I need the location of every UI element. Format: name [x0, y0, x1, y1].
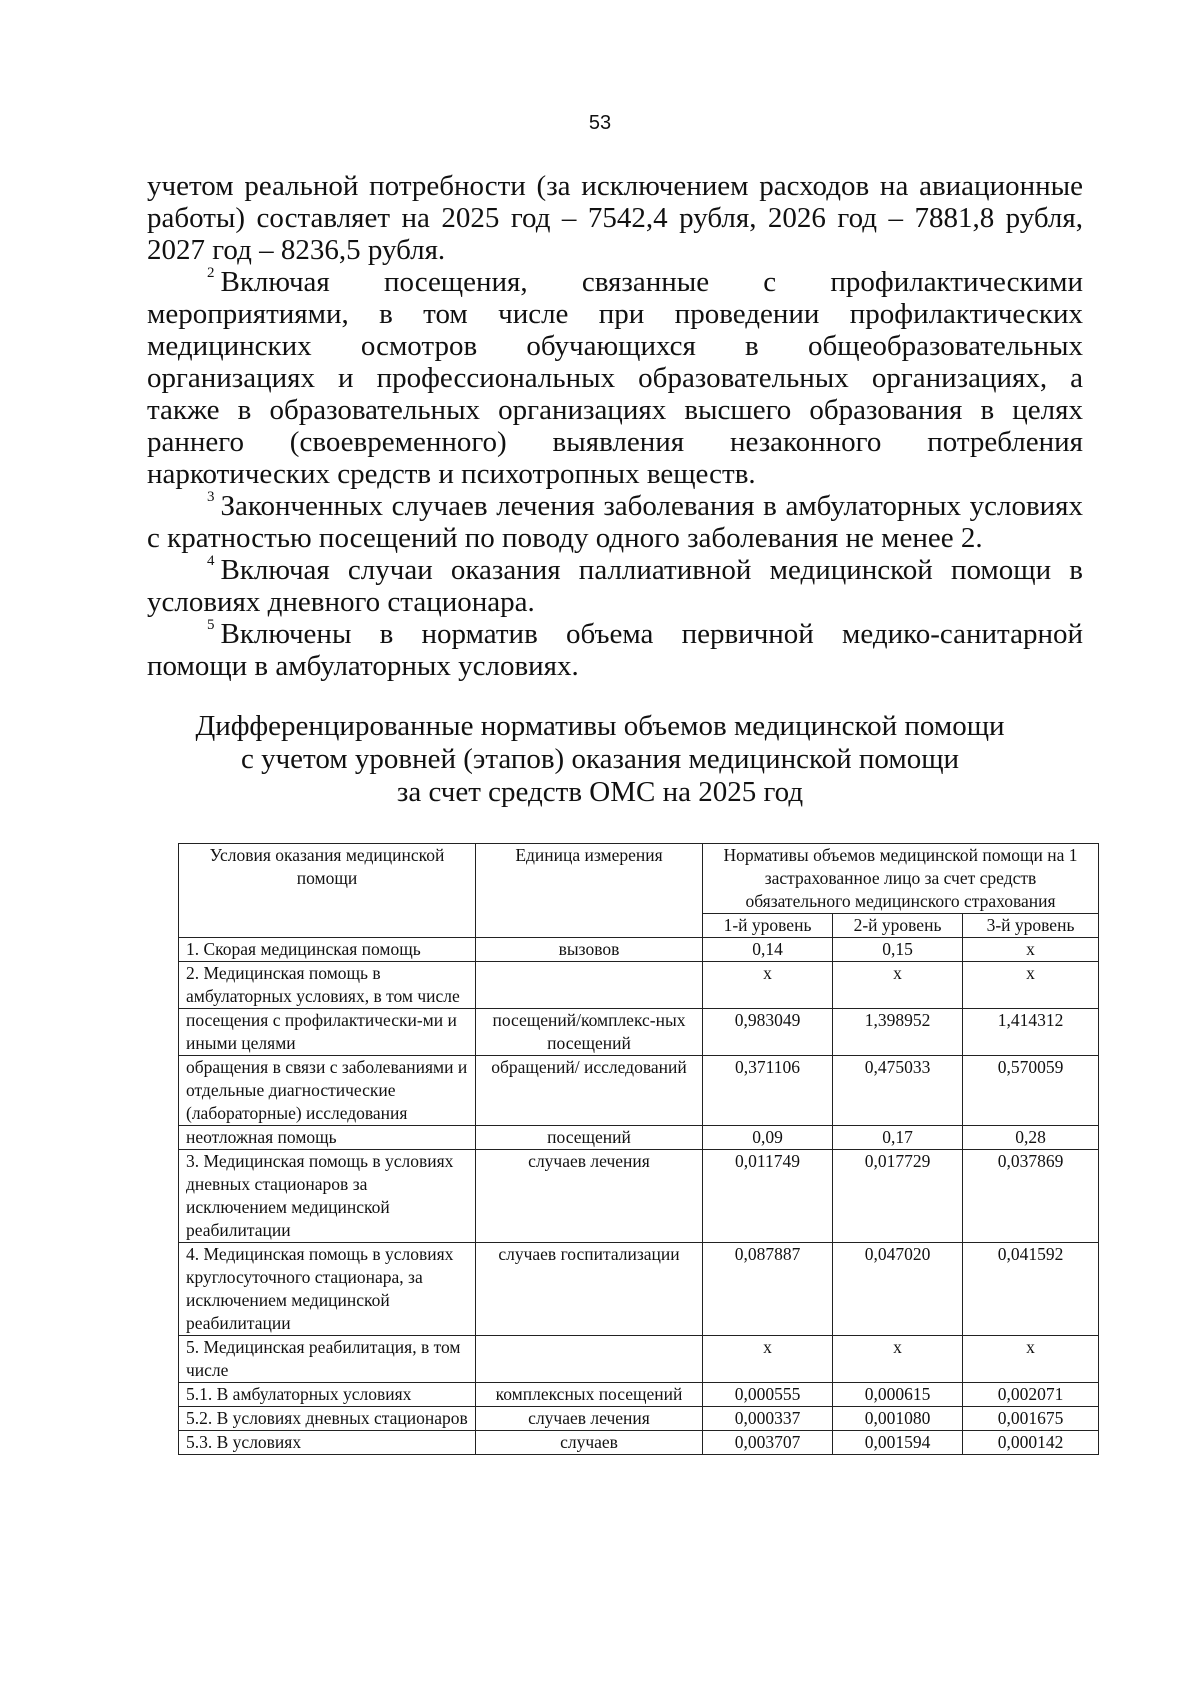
cell-unit [476, 1336, 703, 1383]
header-conditions: Условия оказания медицинской помощи [179, 844, 476, 938]
cell-level-1: 0,371106 [703, 1056, 833, 1126]
footnote-text: Включая случаи оказания паллиативной медицинской помощи в условиях дневного стационара. [147, 554, 1083, 618]
cell-level-2: х [833, 1336, 963, 1383]
intro-paragraph: учетом реальной потребности (за исключением расходов на авиационные работы) составляет на 2025 год – 7542,4 рубля, 2026 год – 7881,8 рубля, 2027 год – 8236,5 рубля. [147, 170, 1083, 266]
cell-level-2: 0,001080 [833, 1407, 963, 1431]
cell-level-2: 1,398952 [833, 1009, 963, 1056]
cell-level-2: 0,017729 [833, 1150, 963, 1243]
cell-condition: 4. Медицинская помощь в условиях круглосуточного стационара, за исключением медицинской реабилитации [179, 1243, 476, 1336]
cell-level-2: х [833, 962, 963, 1009]
cell-condition: обращения в связи с заболеваниями и отдельные диагностические (лабораторные) исследования [179, 1056, 476, 1126]
cell-unit: случаев [476, 1431, 703, 1455]
table-row [179, 1126, 1099, 1150]
footnote-3 [147, 490, 1083, 554]
cell-level-1: 0,087887 [703, 1243, 833, 1336]
cell-level-2: 0,000615 [833, 1383, 963, 1407]
header-unit: Единица измерения [476, 844, 703, 938]
cell-level-3: 0,041592 [963, 1243, 1099, 1336]
footnote-text: Включены в норматив объема первичной медико-санитарной помощи в амбулаторных условиях. [147, 618, 1083, 682]
cell-level-1: х [703, 962, 833, 1009]
body-text [147, 170, 1083, 682]
table-row [179, 1009, 1099, 1056]
table-row [179, 1383, 1099, 1407]
table-row [179, 938, 1099, 962]
header-norms: Нормативы объемов медицинской помощи на 1 застрахованное лицо за счет средств обязательного медицинского страхования [703, 844, 1099, 914]
cell-level-3: 0,001675 [963, 1407, 1099, 1431]
footnote-mark: 5 [207, 617, 215, 633]
cell-condition: 2. Медицинская помощь в амбулаторных условиях, в том числе [179, 962, 476, 1009]
cell-condition: 5. Медицинская реабилитация, в том числе [179, 1336, 476, 1383]
cell-condition: 5.2. В условиях дневных стационаров [179, 1407, 476, 1431]
header-level-3: 3-й уровень [963, 914, 1099, 938]
cell-level-2: 0,047020 [833, 1243, 963, 1336]
footnote-mark: 3 [207, 489, 215, 505]
cell-level-2: 0,475033 [833, 1056, 963, 1126]
cell-level-3: 0,000142 [963, 1431, 1099, 1455]
cell-level-1: 0,000337 [703, 1407, 833, 1431]
footnote-4 [147, 554, 1083, 618]
cell-level-1: 0,000555 [703, 1383, 833, 1407]
cell-unit: случаев лечения [476, 1150, 703, 1243]
cell-level-3: 0,002071 [963, 1383, 1099, 1407]
footnote-5 [147, 618, 1083, 682]
cell-unit: случаев госпитализации [476, 1243, 703, 1336]
cell-level-3: х [963, 962, 1099, 1009]
cell-level-2: 0,15 [833, 938, 963, 962]
footnote-text: Включая посещения, связанные с профилактическими мероприятиями, в том числе при проведении профилактических медицинских осмотров обучающихся в общеобразовательных организациях и профессиональных образовательных организациях, а также в образовательных организациях высшего образования в целях раннего (своевременного) выявления незаконного потребления наркотических средств и психотропных веществ. [147, 266, 1083, 490]
header-level-2: 2-й уровень [833, 914, 963, 938]
cell-level-2: 0,001594 [833, 1431, 963, 1455]
table-row [179, 1243, 1099, 1336]
table-row [179, 1336, 1099, 1383]
table-row [179, 962, 1099, 1009]
cell-level-1: 0,09 [703, 1126, 833, 1150]
header-level-1: 1-й уровень [703, 914, 833, 938]
cell-level-1: 0,14 [703, 938, 833, 962]
footnote-text: Законченных случаев лечения заболевания в амбулаторных условиях с кратностью посещений по поводу одного заболевания не менее 2. [147, 490, 1083, 554]
cell-unit: вызовов [476, 938, 703, 962]
table-row [179, 1431, 1099, 1455]
cell-condition: неотложная помощь [179, 1126, 476, 1150]
cell-level-1: 0,011749 [703, 1150, 833, 1243]
cell-level-1: 0,003707 [703, 1431, 833, 1455]
footnote-2 [147, 266, 1083, 490]
table-row [179, 1150, 1099, 1243]
title-line: Дифференцированные нормативы объемов медицинской помощи [195, 710, 1005, 742]
footnote-mark: 4 [207, 553, 215, 569]
cell-level-3: х [963, 1336, 1099, 1383]
cell-condition: 5.3. В условиях [179, 1431, 476, 1455]
cell-level-3: 1,414312 [963, 1009, 1099, 1056]
cell-level-1: х [703, 1336, 833, 1383]
title-line: за счет средств ОМС на 2025 год [396, 776, 804, 808]
cell-level-3: х [963, 938, 1099, 962]
cell-unit: обращений/ исследований [476, 1056, 703, 1126]
cell-condition: 5.1. В амбулаторных условиях [179, 1383, 476, 1407]
table-row [179, 1407, 1099, 1431]
cell-level-3: 0,037869 [963, 1150, 1099, 1243]
footnote-mark: 2 [207, 265, 215, 281]
cell-unit: случаев лечения [476, 1407, 703, 1431]
table-header-row [179, 844, 1099, 914]
cell-condition: посещения с профилактически-ми и иными целями [179, 1009, 476, 1056]
cell-level-2: 0,17 [833, 1126, 963, 1150]
cell-condition: 3. Медицинская помощь в условиях дневных стационаров за исключением медицинской реабилитации [179, 1150, 476, 1243]
cell-unit: посещений [476, 1126, 703, 1150]
cell-level-1: 0,983049 [703, 1009, 833, 1056]
cell-level-3: 0,570059 [963, 1056, 1099, 1126]
title-line: с учетом уровней (этапов) оказания медицинской помощи [240, 743, 960, 775]
cell-unit: посещений/комплекс-ных посещений [476, 1009, 703, 1056]
cell-unit [476, 962, 703, 1009]
cell-condition: 1. Скорая медицинская помощь [179, 938, 476, 962]
norms-table [178, 843, 1099, 1455]
cell-level-3: 0,28 [963, 1126, 1099, 1150]
page-number: 53 [588, 112, 612, 134]
cell-unit: комплексных посещений [476, 1383, 703, 1407]
table-row [179, 1056, 1099, 1126]
table-title [0, 710, 1200, 809]
